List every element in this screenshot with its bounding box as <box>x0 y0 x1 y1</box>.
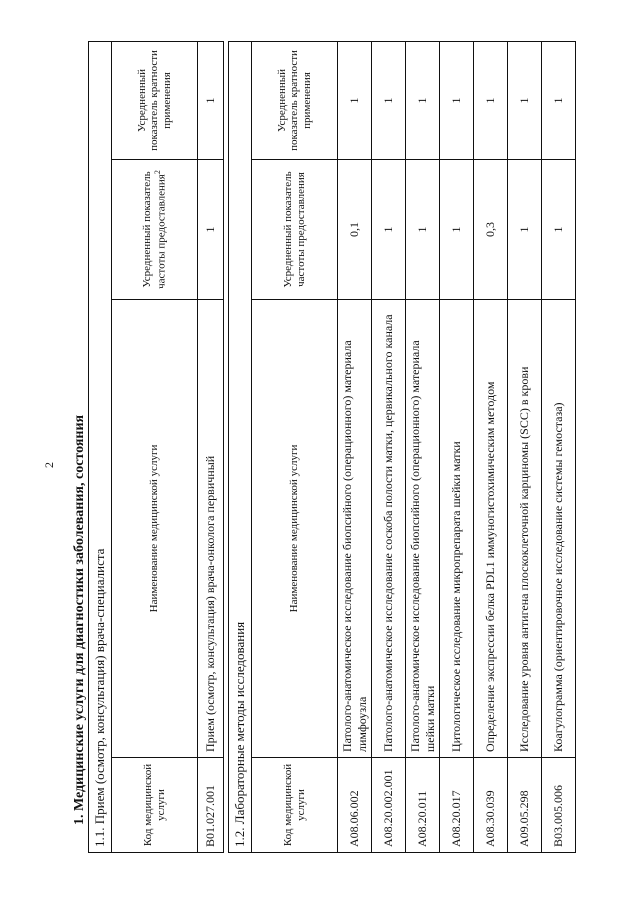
table-row <box>440 41 474 852</box>
frequency-value: 1 <box>198 160 224 300</box>
frequency-value: 0,3 <box>474 160 508 300</box>
frequency-value: 1 <box>542 160 576 300</box>
service-name: Патолого-анатомическое исследование биопсийного (операционного) материала шейки матки <box>406 300 440 758</box>
header-code: Код медицинской услуги <box>252 758 338 853</box>
table-row <box>508 41 542 852</box>
service-name: Патолого-анатомическое исследование соскоба полости матки, цервикального канала <box>372 300 406 758</box>
multiplicity-value: 1 <box>372 41 406 159</box>
table-row <box>372 41 406 852</box>
multiplicity-value: 1 <box>474 41 508 159</box>
table-row <box>474 41 508 852</box>
frequency-value: 0,1 <box>338 160 372 300</box>
table-row <box>406 41 440 852</box>
frequency-value: 1 <box>406 160 440 300</box>
frequency-value: 1 <box>508 160 542 300</box>
multiplicity-value: 1 <box>198 41 224 159</box>
header-multiplicity: Усредненный показатель кратности применения <box>252 41 338 159</box>
header-name: Наименование медицинской услуги <box>252 300 338 758</box>
table-consultations <box>88 41 224 853</box>
header-frequency: Усредненный показатель частоты предоставления <box>252 160 338 300</box>
header-frequency: Усредненный показатель частоты предоставления$^2$ <box>112 160 198 300</box>
service-code: B03.005.006 <box>542 758 576 853</box>
service-code: A08.30.039 <box>474 758 508 853</box>
multiplicity-value: 1 <box>542 41 576 159</box>
table-row <box>542 41 576 852</box>
table-row <box>198 41 224 852</box>
table-title: 1.2. Лабораторные методы исследования <box>229 41 252 852</box>
multiplicity-value: 1 <box>440 41 474 159</box>
service-code: A09.05.298 <box>508 758 542 853</box>
header-name: Наименование медицинской услуги <box>112 300 198 758</box>
table-row <box>338 41 372 852</box>
service-code: B01.027.001 <box>198 758 224 853</box>
frequency-value: 1 <box>440 160 474 300</box>
service-name: Исследование уровня антигена плоскоклеточной карциномы (SCC) в крови <box>508 300 542 758</box>
page-number: 2 <box>42 462 56 468</box>
service-name: Патолого-анатомическое исследование биопсийного (операционного) материала лимфоузла <box>338 300 372 758</box>
multiplicity-value: 1 <box>338 41 372 159</box>
service-name: Прием (осмотр, консультация) врача-онколога первичный <box>198 300 224 758</box>
header-multiplicity: Усредненный показатель кратности применения <box>112 41 198 159</box>
service-code: A08.06.002 <box>338 758 372 853</box>
service-name: Коагулограмма (ориентировочное исследование системы гемостаза) <box>542 300 576 758</box>
table-lab-methods <box>228 41 576 853</box>
section-heading: 1. Медицинские услуги для диагностики заболевания, состояния <box>72 414 87 825</box>
footnote-marker: 2 <box>153 170 163 175</box>
header-code: Код медицинской услуги <box>112 758 198 853</box>
service-code: A08.20.011 <box>406 758 440 853</box>
service-code: A08.20.017 <box>440 758 474 853</box>
multiplicity-value: 1 <box>508 41 542 159</box>
service-name: Цитологическое исследование микропрепарата шейки матки <box>440 300 474 758</box>
service-name: Определение экспрессии белка PDL1 иммуногистохимическим методом <box>474 300 508 758</box>
table-title: 1.1. Прием (осмотр, консультация) врача-специалиста <box>89 41 112 852</box>
frequency-value: 1 <box>372 160 406 300</box>
multiplicity-value: 1 <box>406 41 440 159</box>
service-code: A08.20.002.001 <box>372 758 406 853</box>
